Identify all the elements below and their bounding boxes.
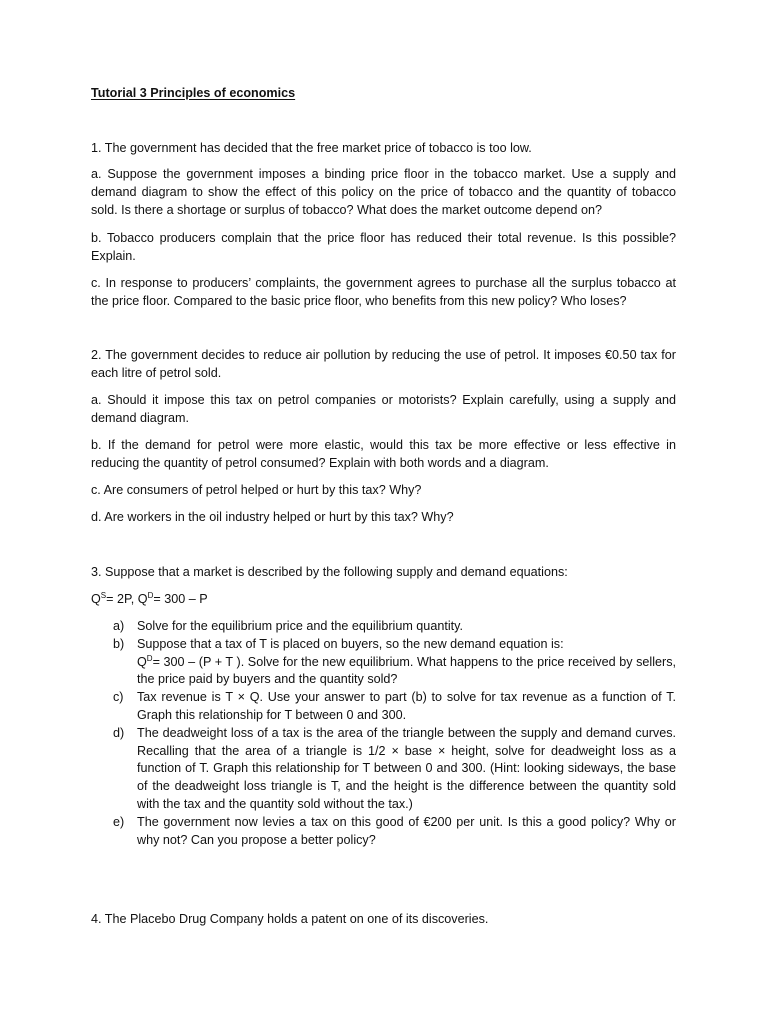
list-marker: b): [113, 636, 125, 651]
q3-part-d-text: The deadweight loss of a tax is the area of the triangle between the supply and demand curves. Recalling that the area of a triangle is 1/2 × base × height, solve for deadweight loss as a function of T. Graph this relationship for T between 0 and 300. (Hint: looking sideways, the base of the deadweight loss triangle is T, and the height is the difference between the quantity sold with the tax and the quantity sold without the tax.): [137, 725, 676, 811]
qd-equation: = 300 – P: [153, 592, 208, 606]
q3-equations: [91, 591, 676, 609]
document-title: Tutorial 3 Principles of economics: [91, 86, 296, 100]
q3-part-b-superscript: D: [146, 653, 153, 663]
q3-part-b-line2: = 300 – (P + T ). Solve for the new equilibrium. What happens to the price received by sellers, the price paid by buyers and the quantity sold?: [137, 654, 676, 687]
list-item: [91, 814, 676, 850]
q3-part-c-text: Tax revenue is T × Q. Use your answer to part (b) to solve for tax revenue as a function of T. Graph this relationship for T between 0 and 300.: [137, 690, 676, 722]
q1-intro: 1. The government has decided that the free market price of tobacco is too low.: [91, 141, 532, 155]
list-item: [91, 636, 676, 689]
q2-part-c: c. Are consumers of petrol helped or hurt by this tax? Why?: [91, 483, 422, 497]
q2-part-b: b. If the demand for petrol were more elastic, would this tax be more effective or less effective in reducing the quantity of petrol consumed? Explain with both words and a diagram.: [91, 438, 676, 470]
qs-equation: = 2P,: [106, 592, 138, 606]
q4-intro: 4. The Placebo Drug Company holds a patent on one of its discoveries.: [91, 912, 489, 926]
list-item: [91, 618, 676, 636]
q3-part-b-text: [137, 636, 676, 689]
q3-parts-list: [91, 618, 676, 849]
qs-superscript: S: [100, 590, 107, 600]
list-item: [91, 689, 676, 725]
q2-part-d: d. Are workers in the oil industry helped or hurt by this tax? Why?: [91, 510, 454, 524]
qd-superscript: D: [147, 590, 154, 600]
q3-part-a-text: Solve for the equilibrium price and the equilibrium quantity.: [137, 619, 463, 633]
q2-intro: 2. The government decides to reduce air pollution by reducing the use of petrol. It imposes €0.50 tax for each litre of petrol sold.: [91, 348, 676, 380]
q3-part-e-text: The government now levies a tax on this good of €200 per unit. Is this a good policy? Why or why not? Can you propose a better policy?: [137, 814, 676, 847]
q1-part-c: c. In response to producers’ complaints, the government agrees to purchase all the surplus tobacco at the price floor. Compared to the basic price floor, who benefits from this new policy? Who loses?: [91, 276, 676, 308]
q3-intro: 3. Suppose that a market is described by the following supply and demand equations:: [91, 565, 568, 579]
list-marker: d): [113, 725, 125, 740]
list-item: [91, 725, 676, 814]
list-marker: c): [113, 690, 124, 705]
qd-symbol: Q: [137, 592, 148, 606]
qs-symbol: Q: [91, 592, 101, 606]
q1-part-b: b. Tobacco producers complain that the price floor has reduced their total revenue. Is this possible? Explain.: [91, 231, 676, 263]
q2-part-a: a. Should it impose this tax on petrol companies or motorists? Explain carefully, using a supply and demand diagram.: [91, 393, 676, 425]
q3-part-b-line1: Suppose that a tax of T is placed on buyers, so the new demand equation is:: [137, 636, 564, 651]
list-marker: e): [113, 814, 125, 829]
list-marker: a): [113, 619, 125, 633]
q1-part-a: a. Suppose the government imposes a binding price floor in the tobacco market. Use a supply and demand diagram to show the effect of this policy on the price of tobacco and the quantity of tobacco sold. Is there a shortage or surplus of tobacco? What does the market outcome depend on?: [91, 167, 676, 217]
q3-part-b-q: Q: [137, 654, 147, 669]
